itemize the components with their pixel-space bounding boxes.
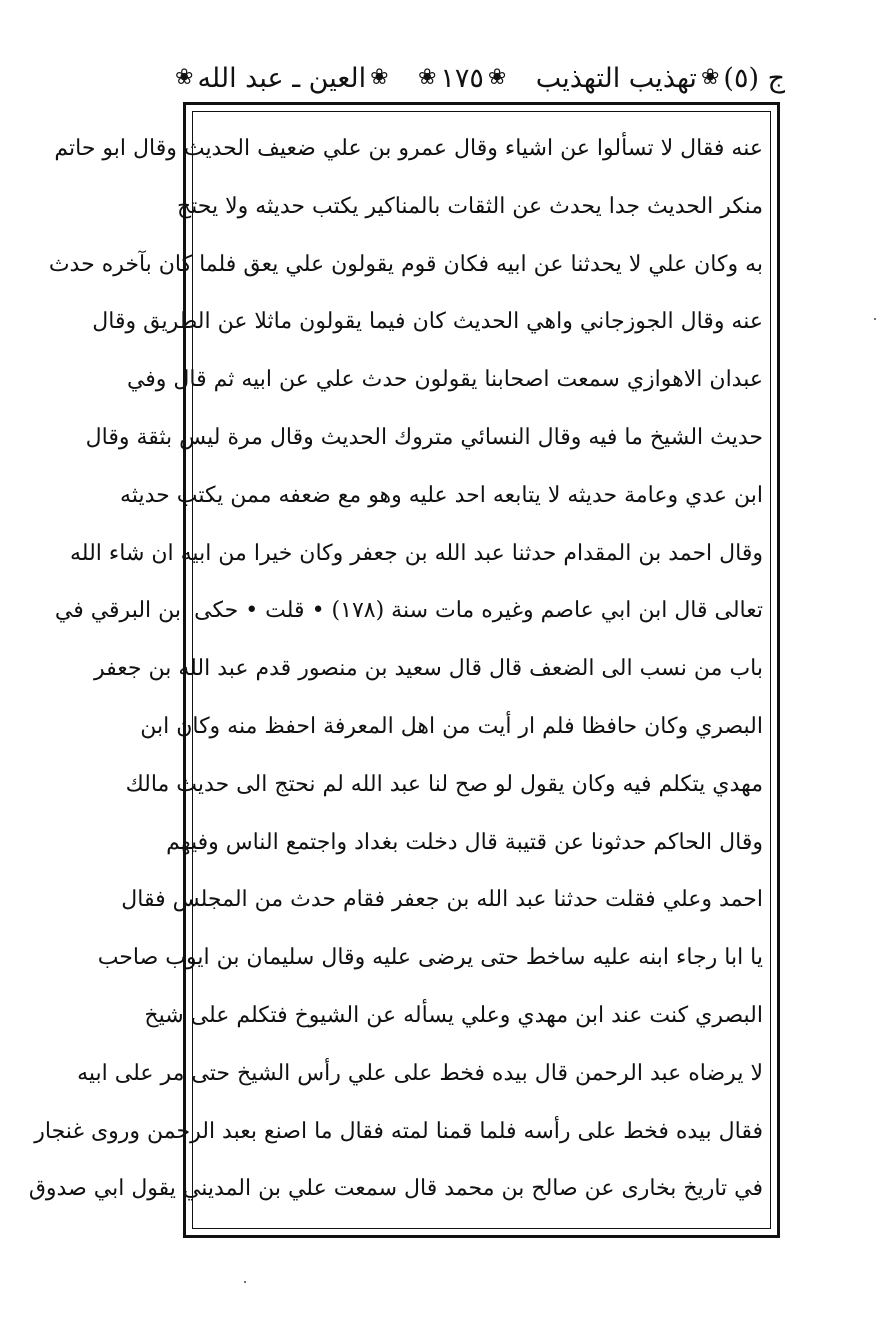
book-title: تهذيب التهذيب [535,62,697,94]
page-number: ١٧٥ [440,62,484,94]
header-center-group [418,63,506,94]
volume-label: ج (٥) [723,62,785,94]
ornament-icon: ❀ [487,65,507,90]
text-line: تعالى قال ابن ابي عاصم وغيره مات سنة (١٧٨) • قلت • حكى ابن البرقي في [54,598,763,624]
text-line: عبدان الاهوازي سمعت اصحابنا يقولون حدث علي عن ابيه ثم قال وفي [126,367,763,393]
text-line: يا ابا رجاء ابنه عليه ساخط حتى يرضى عليه وقال سليمان بن ايوب صاحب [97,945,763,971]
header-left-group [175,63,389,94]
text-line: البصري كنت عند ابن مهدي وعلي يسأله عن الشيوخ فتكلم على شيخ [144,1002,763,1028]
text-line: في تاريخ بخارى عن صالح بن محمد قال سمعت علي بن المديني يقول ابي صدوق [28,1176,763,1202]
text-line: ابن عدي وعامة حديثه لا يتابعه احد عليه وهو مع ضعفه ممن يكتب حديثه [120,482,763,508]
text-line: به وكان علي لا يحدثنا عن ابيه فكان قوم يقولون علي يعق فلما كان بآخره حدث [48,251,763,277]
text-line: البصري وكان حافظا فلم ار أيت من اهل المعرفة احفظ منه وكان ابن [140,713,763,739]
text-line: باب من نسب الى الضعف قال قال سعيد بن منصور قدم عبد الله بن جعفر [93,656,763,682]
text-line: عنه فقال لا تسألوا عن اشياء وقال عمرو بن علي ضعيف الحديث وقال ابو حاتم [54,136,763,161]
ornament-icon: ❀ [370,65,389,90]
scan-speck [874,318,876,320]
scan-speck [244,1281,246,1283]
text-line: وقال احمد بن المقدام حدثنا عبد الله بن جعفر وكان خيرا من ابيه ان شاء الله [70,540,763,566]
text-line: حديث الشيخ ما فيه وقال النسائي متروك الحديث وقال مرة ليس بثقة وقال [85,424,763,450]
header-right-group [536,63,785,94]
text-line: عنه وقال الجوزجاني واهي الحديث كان فيما يقولون ماثلا عن الطريق وقال [92,309,763,335]
text-line: وقال الحاكم حدثونا عن قتيبة قال دخلت بغداد واجتمع الناس وفيهم [166,829,763,855]
section-title: العين ـ عبد الله [197,62,367,94]
body-text [28,120,763,1218]
text-line: منكر الحديث جدا يحدث عن الثقات بالمناكير يكتب حديثه ولا يحتج [176,193,763,219]
ornament-icon: ❀ [175,65,194,90]
text-line: فقال بيده فخط على رأسه فلما قمنا لمته فقال ما اصنع بعبد الرحمن وروى غنجار [34,1118,763,1144]
ornament-icon: ❀ [700,65,720,90]
text-line: لا يرضاه عبد الرحمن قال بيده فخط على علي رأس الشيخ حتى مر على ابيه [77,1060,763,1086]
text-line: احمد وعلي فقلت حدثنا عبد الله بن جعفر فقام حدث من المجلس فقال [121,887,763,913]
page-header [175,58,785,98]
ornament-icon: ❀ [417,65,437,90]
text-line: مهدي يتكلم فيه وكان يقول لو صح لنا عبد الله لم نحتج الى حديث مالك [125,771,763,797]
